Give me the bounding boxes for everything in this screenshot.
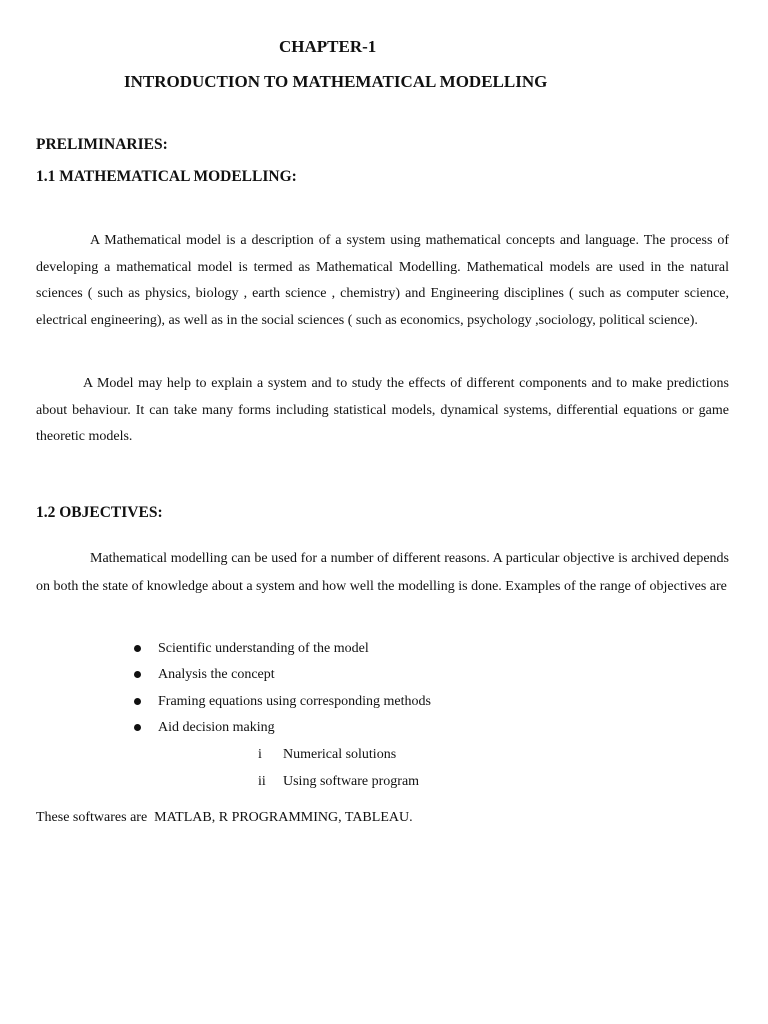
list-item <box>134 718 431 744</box>
bullet-icon <box>134 645 141 652</box>
paragraph-objectives-intro: Mathematical modelling can be used for a number of different reasons. A particular objective is archived depends on both the state of knowledge about a system and how well the modelling is done. Examples of the range of objectives are <box>36 551 729 594</box>
paragraph-model-definition: A Mathematical model is a description of a system using mathematical concepts and language. The process of developing a mathematical model is termed as Mathematical Modelling. Mathematical models are used in the natural sciences ( such as physics, biology , earth science , chemistry) and Engineering disciplines ( such as computer science, electrical engineering), as well as in the social sciences ( such as economics, psychology ,sociology, political science). <box>36 233 729 328</box>
list-item <box>134 665 431 691</box>
section-heading-1-2: 1.2 OBJECTIVES: <box>36 504 163 521</box>
objectives-list <box>134 639 431 744</box>
section-heading-preliminaries: PRELIMINARIES: <box>36 136 168 153</box>
list-item-text: Scientific understanding of the model <box>158 641 369 656</box>
sub-list-number: ii <box>258 774 266 789</box>
sub-list-item <box>258 745 419 772</box>
list-item <box>134 692 431 718</box>
list-item-text: Analysis the concept <box>158 667 275 683</box>
sub-list-text: Using software program <box>283 774 420 789</box>
bullet-icon <box>134 724 141 731</box>
sub-list-text: Numerical solutions <box>283 747 397 762</box>
list-item <box>134 639 431 665</box>
sub-list-item <box>258 772 419 799</box>
bullet-icon <box>134 698 141 705</box>
software-note: These softwares are MATLAB, R PROGRAMMING, TABLEAU. <box>36 810 413 825</box>
paragraph-model-uses: A Model may help to explain a system and to study the effects of different components and to make predictions about behaviour. It can take many forms including statistical models, dynamical systems, differential equations or game theoretic models. <box>36 376 729 444</box>
chapter-title: INTRODUCTION TO MATHEMATICAL MODELLING <box>124 72 548 91</box>
section-heading-1-1: 1.1 MATHEMATICAL MODELLING: <box>36 168 297 185</box>
sub-list <box>258 745 419 799</box>
list-item-text: Aid decision making <box>158 719 275 735</box>
sub-list-number: i <box>258 747 262 762</box>
bullet-icon <box>134 671 141 678</box>
list-item-text: Framing equations using corresponding methods <box>158 693 431 709</box>
chapter-heading: CHAPTER-1 <box>279 37 377 56</box>
